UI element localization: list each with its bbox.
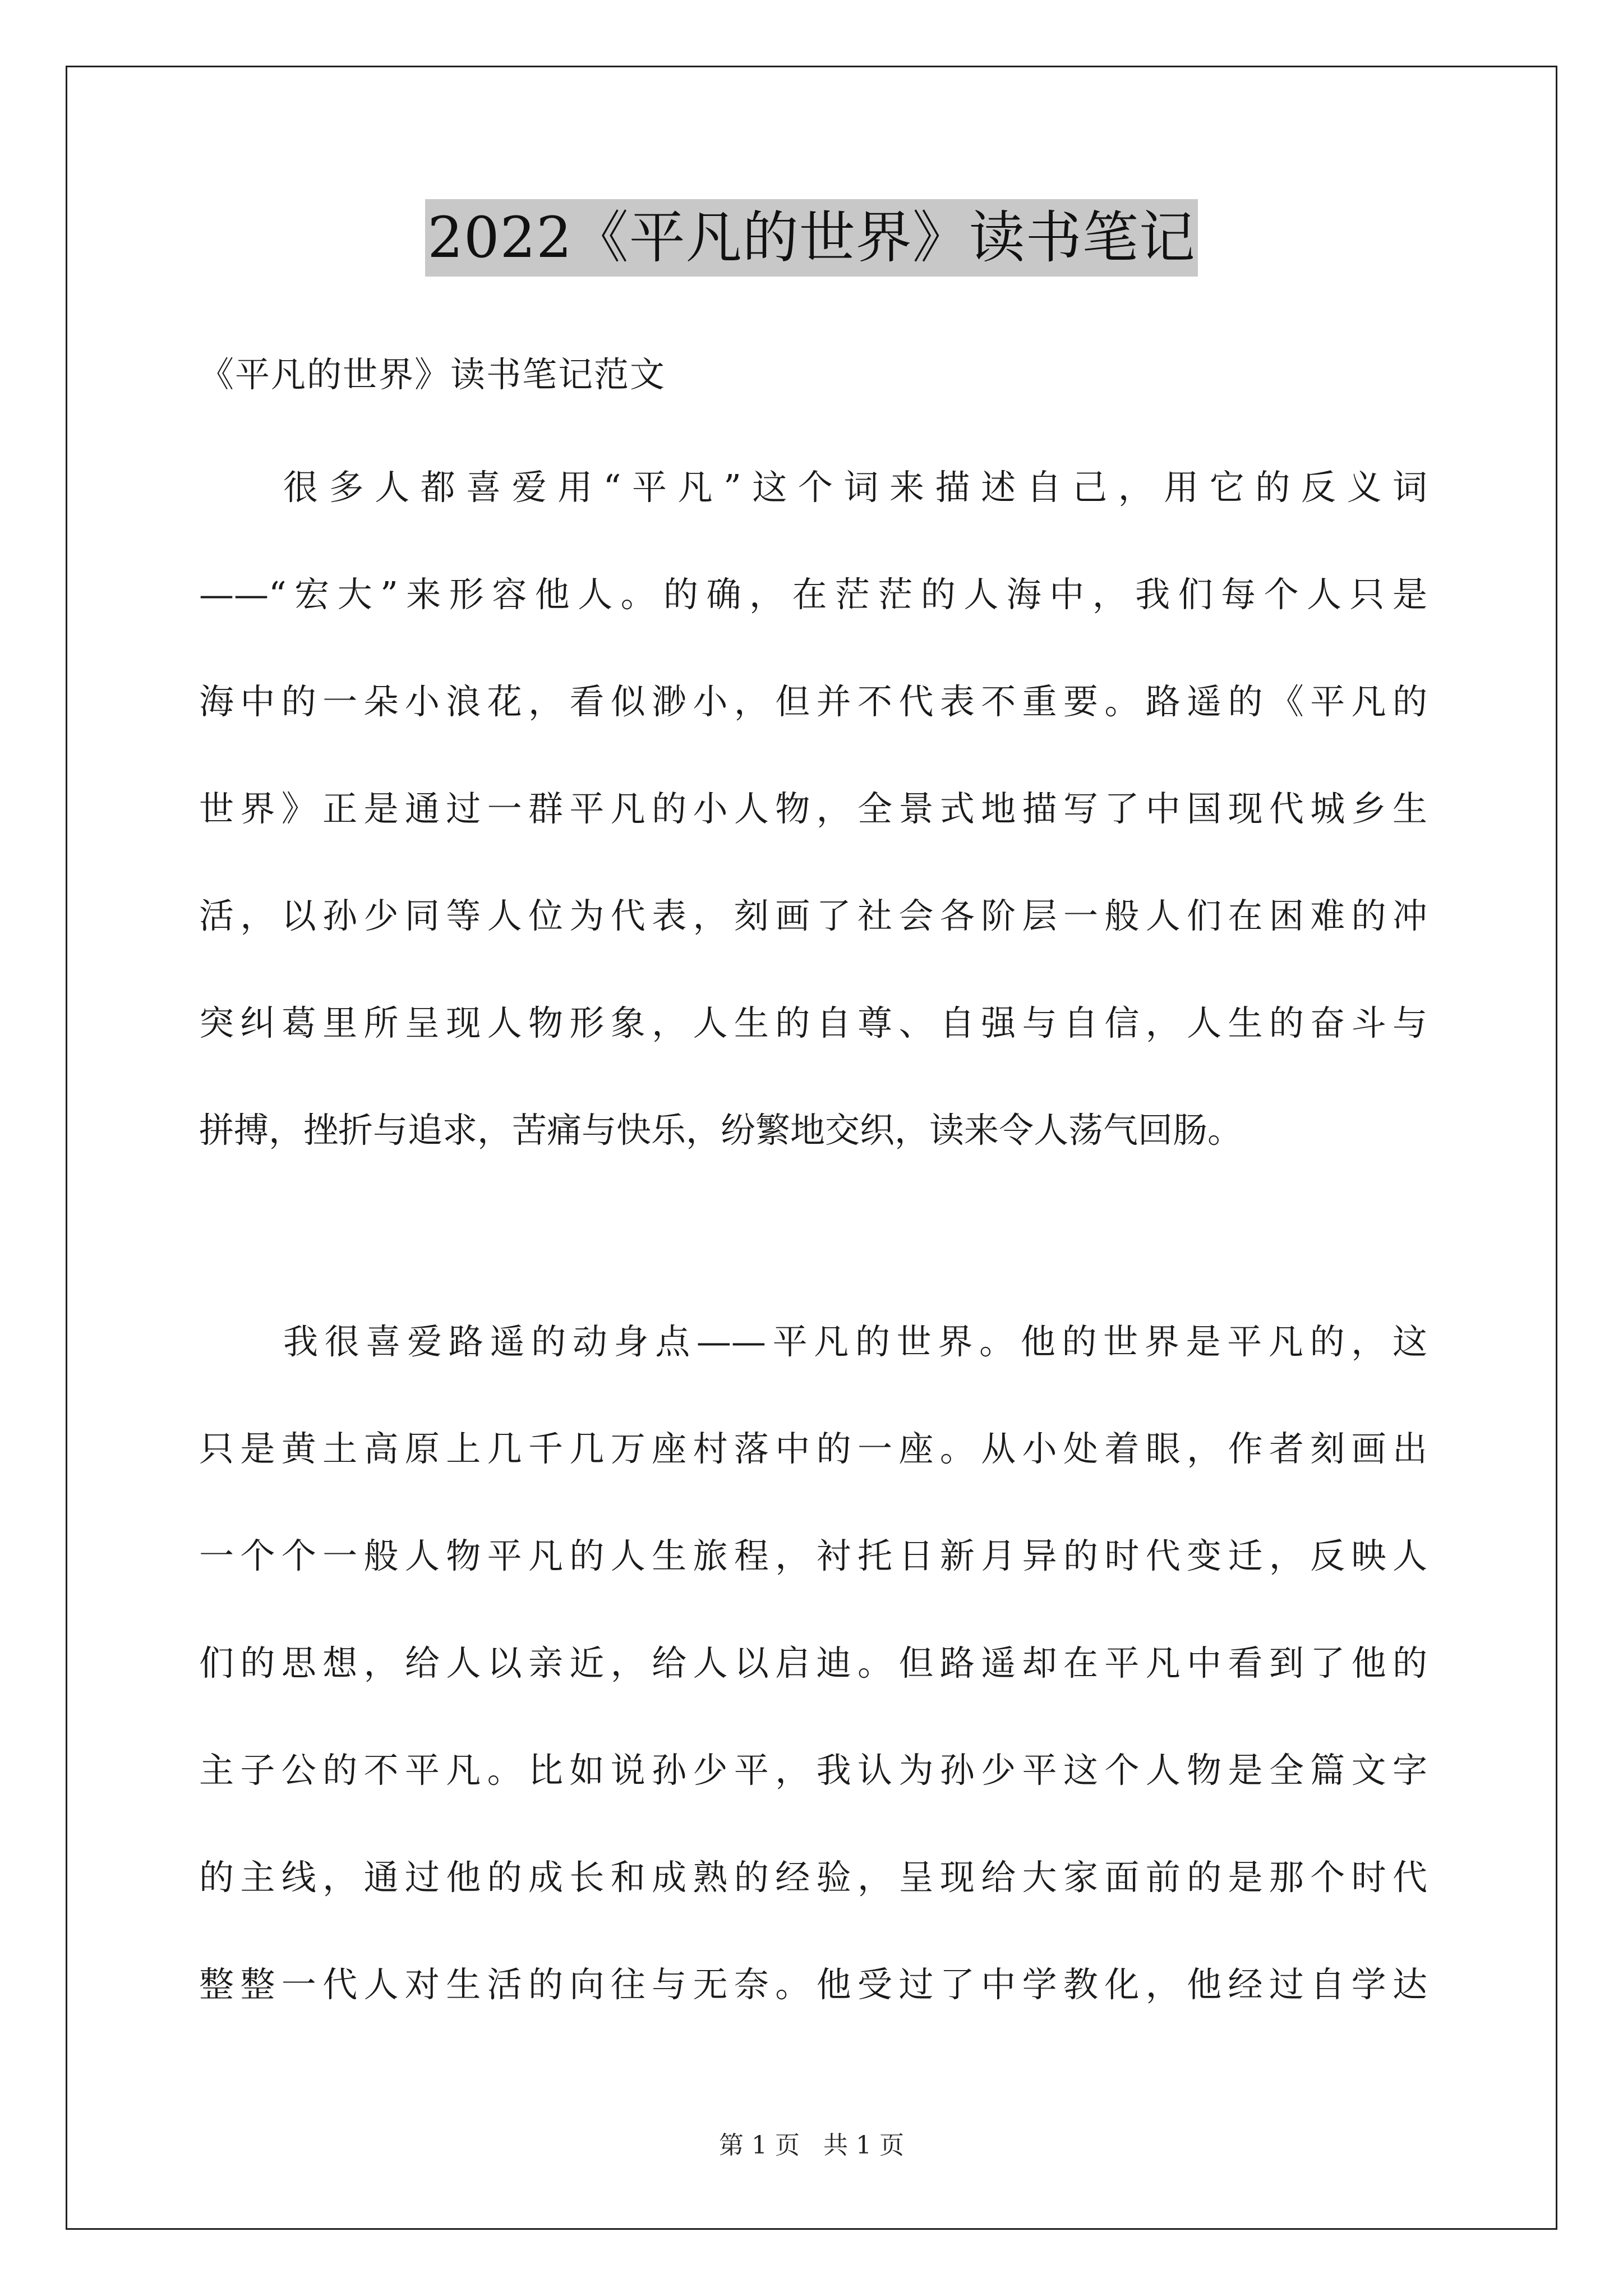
paragraph-line: 的主线，通过他的成长和成熟的经验，呈现给大家面前的是那个时代	[199, 1857, 1427, 1898]
paragraph-line: 主子公的不平凡。比如说孙少平，我认为孙少平这个人物是全篇文字	[199, 1750, 1427, 1791]
paragraph-line: ——“宏大”来形容他人。的确，在茫茫的人海中，我们每个人只是	[199, 574, 1427, 615]
paragraph-line: 世界》正是通过一群平凡的小人物，全景式地描写了中国现代城乡生	[199, 788, 1427, 829]
document-title: 2022《平凡的世界》读书笔记	[425, 199, 1198, 277]
paragraph-line: 只是黄土高原上几千几万座村落中的一座。从小处着眼，作者刻画出	[199, 1428, 1427, 1469]
title-block	[0, 199, 1623, 277]
paragraph-line: 一个个一般人物平凡的人生旅程，衬托日新月异的时代变迁，反映人	[199, 1535, 1427, 1576]
paragraph-line: 我很喜爱路遥的动身点——平凡的世界。他的世界是平凡的，这	[283, 1321, 1427, 1362]
paragraph-line: 很多人都喜爱用“平凡”这个词来描述自己，用它的反义词	[283, 467, 1427, 508]
paragraph-line: 活，以孙少同等人位为代表，刻画了社会各阶层一般人们在困难的冲	[199, 895, 1427, 936]
document-subtitle: 《平凡的世界》读书笔记范文	[199, 354, 666, 395]
paragraph-line: 们的思想，给人以亲近，给人以启迪。但路遥却在平凡中看到了他的	[199, 1642, 1427, 1683]
paragraph-line: 突纠葛里所呈现人物形象，人生的自尊、自强与自信，人生的奋斗与	[199, 1002, 1427, 1043]
paragraph-line: 海中的一朵小浪花，看似渺小，但并不代表不重要。路遥的《平凡的	[199, 681, 1427, 722]
page-footer: 第 1 页 共 1 页	[719, 2131, 904, 2160]
paragraph-line: 整整一代人对生活的向往与无奈。他受过了中学教化，他经过自学达	[199, 1964, 1427, 2005]
paragraph-line: 拼搏，挫折与追求，苦痛与快乐，纷繁地交织，读来令人荡气回肠。	[199, 1110, 1243, 1151]
